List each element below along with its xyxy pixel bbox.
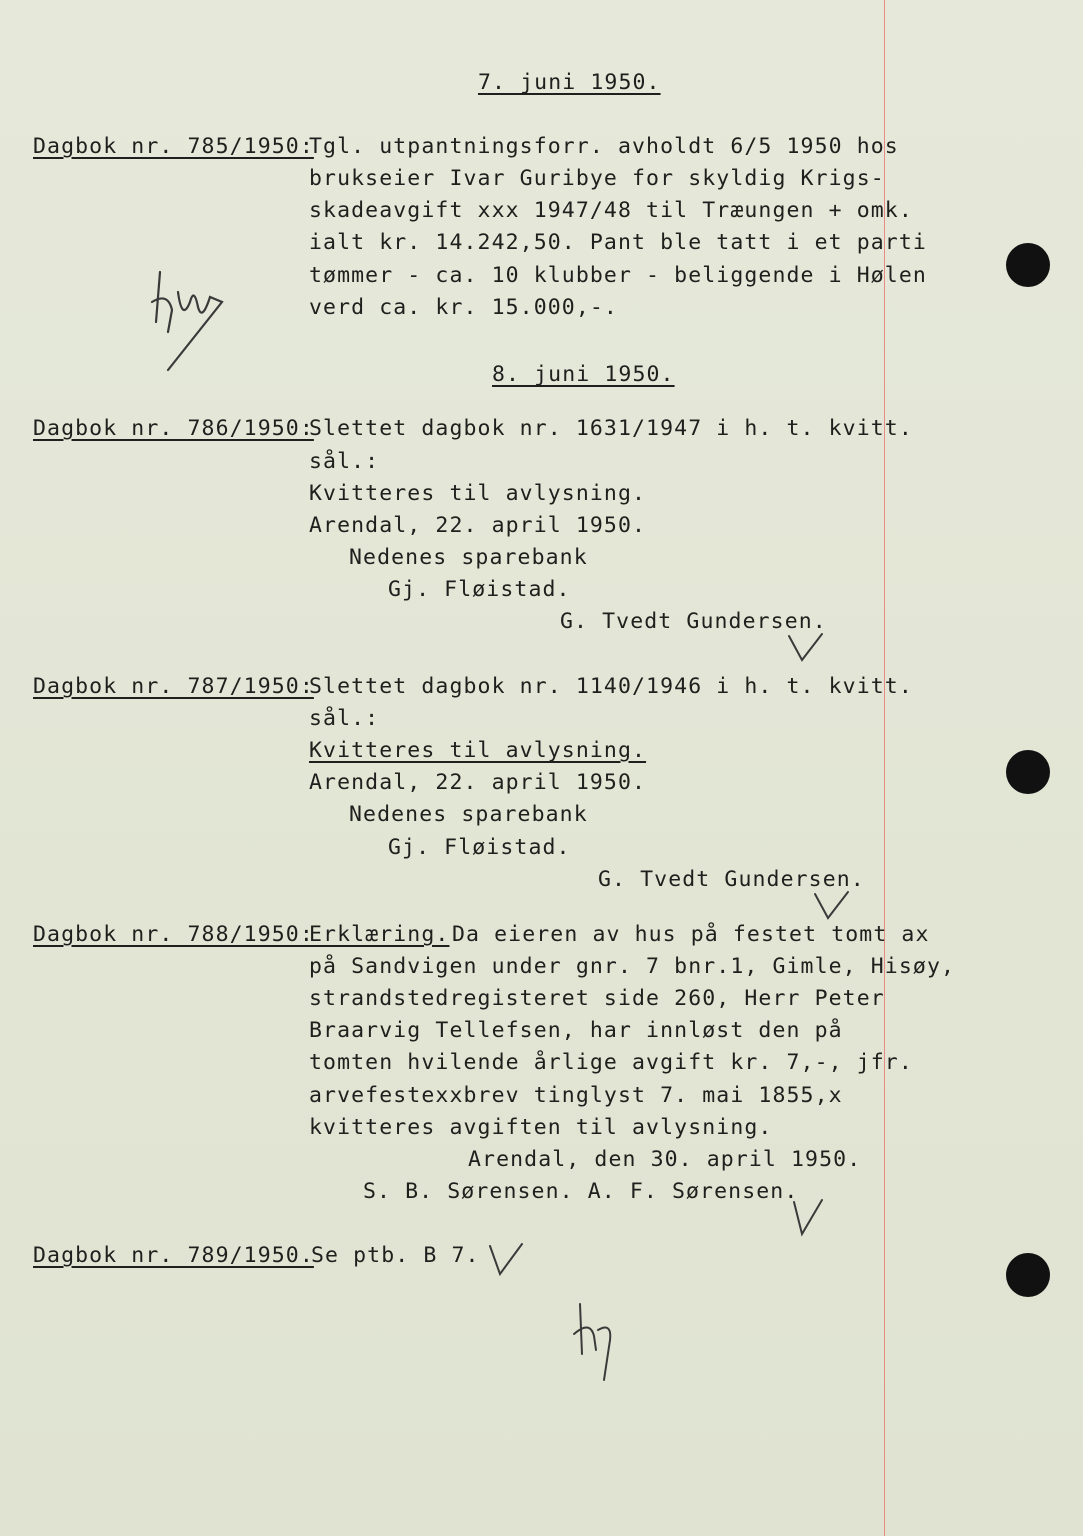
punch-hole-middle xyxy=(1006,750,1050,794)
entry-788-line-3: strandstedregisteret side 260, Herr Peter xyxy=(309,986,885,1011)
entry-785-line-5: tømmer - ca. 10 klubber - beliggende i Hølen xyxy=(309,263,927,288)
entry-785-line-4: ialt kr. 14.242,50. Pant ble tatt i et parti xyxy=(309,230,927,255)
checkmark-icon xyxy=(790,1196,826,1240)
entry-786-line-7: G. Tvedt Gundersen. xyxy=(560,609,827,634)
entry-786-line-3: Kvitteres til avlysning. xyxy=(309,481,647,506)
punch-hole-bottom xyxy=(1006,1253,1050,1297)
entry-785-line-3: skadeavgift xxx 1947/48 til Træungen + omk. xyxy=(309,198,913,223)
entry-786-line-1: Slettet dagbok nr. 1631/1947 i h. t. kvitt. xyxy=(309,416,913,441)
entry-786-line-4: Arendal, 22. april 1950. xyxy=(309,513,647,538)
entry-785-line-2: brukseier Ivar Guribye for skyldig Krigs- xyxy=(309,166,885,191)
entry-785-line-1: Tgl. utpantningsforr. avholdt 6/5 1950 hos xyxy=(309,134,899,159)
punch-hole-top xyxy=(1006,243,1050,287)
entry-786-line-2: sål.: xyxy=(309,449,380,474)
entry-788-line-5: tomten hvilende årlige avgift kr. 7,-, jfr. xyxy=(309,1050,913,1075)
initials-signature-1 xyxy=(138,262,238,377)
entry-label-786: Dagbok nr. 786/1950: xyxy=(33,416,314,441)
date-heading-2: 8. juni 1950. xyxy=(492,362,675,387)
entry-788-line-7: kvitteres avgiften til avlysning. xyxy=(309,1115,773,1140)
entry-label-789: Dagbok nr. 789/1950. xyxy=(33,1243,314,1268)
entry-788-line-9: S. B. Sørensen. A. F. Sørensen. xyxy=(363,1179,799,1204)
entry-787-line-1: Slettet dagbok nr. 1140/1946 i h. t. kvitt. xyxy=(309,674,913,699)
date-heading-1: 7. juni 1950. xyxy=(478,70,661,95)
entry-785-line-6: verd ca. kr. 15.000,-. xyxy=(309,295,618,320)
entry-788-line-6: arvefestexxbrev tinglyst 7. mai 1855,x xyxy=(309,1083,843,1108)
entry-788-line-8: Arendal, den 30. april 1950. xyxy=(468,1147,862,1172)
checkmark-icon xyxy=(786,630,826,666)
checkmark-icon xyxy=(812,888,852,924)
entry-787-line-3: Kvitteres til avlysning. xyxy=(309,738,647,763)
checkmark-icon xyxy=(486,1240,526,1280)
entry-label-788: Dagbok nr. 788/1950: xyxy=(33,922,314,947)
entry-787-line-7: G. Tvedt Gundersen. xyxy=(598,867,865,892)
entry-label-787: Dagbok nr. 787/1950: xyxy=(33,674,314,699)
entry-786-line-5: Nedenes sparebank xyxy=(349,545,588,570)
entry-787-line-4: Arendal, 22. april 1950. xyxy=(309,770,647,795)
entry-787-line-5: Nedenes sparebank xyxy=(349,802,588,827)
entry-787-line-2: sål.: xyxy=(309,706,380,731)
entry-789-line-1: Se ptb. B 7. xyxy=(311,1243,480,1268)
entry-label-785: Dagbok nr. 785/1950: xyxy=(33,134,314,159)
entry-786-line-6: Gj. Fløistad. xyxy=(388,577,571,602)
entry-788-line-4: Braarvig Tellefsen, har innløst den på xyxy=(309,1018,843,1043)
entry-788-heading: Erklæring. xyxy=(309,922,450,947)
initials-signature-2 xyxy=(568,1300,624,1384)
entry-788-line-2: på Sandvigen under gnr. 7 bnr.1, Gimle, Hisøy, xyxy=(309,954,956,979)
entry-788-line-1: Da eieren av hus på festet tomt ax xyxy=(452,922,930,947)
entry-787-line-6: Gj. Fløistad. xyxy=(388,835,571,860)
